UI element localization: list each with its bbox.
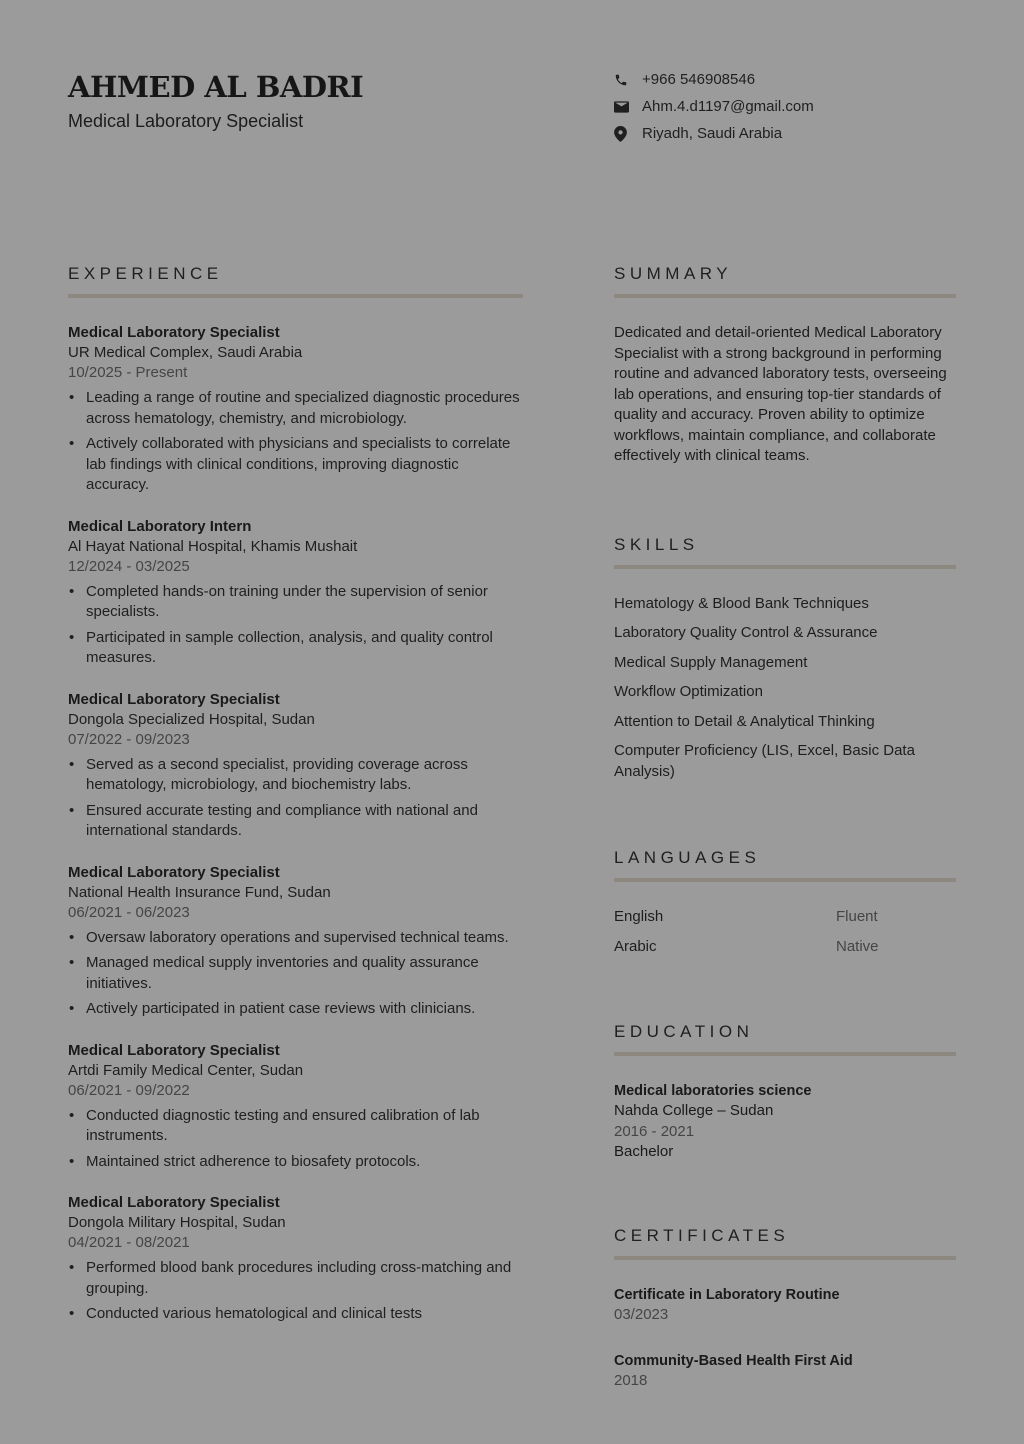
job-title: Medical Laboratory Specialist (68, 1041, 280, 1059)
job-bullet: • Leading a range of routine and specialized diagnostic procedures across hematology, chemistry, and microbiology. (68, 388, 523, 429)
job-organization: Artdi Family Medical Center, Sudan (68, 1061, 304, 1079)
certificates-heading: CERTIFICATES (614, 1224, 956, 1260)
location-text: Riyadh, Saudi Arabia (642, 125, 783, 142)
job-organization: Dongola Specialized Hospital, Sudan (68, 710, 315, 728)
language-row (614, 937, 956, 957)
job-date: 12/2024 - 03/2025 (68, 557, 190, 575)
contact-block (614, 66, 814, 147)
job-bullet: • Actively collaborated with physicians and specialists to correlate lab findings with clinical conditions, improving diagnostic accuracy. (68, 434, 523, 496)
job-bullet: • Served as a second specialist, providing coverage across hematology, microbiology, and biochemistry labs. (68, 755, 523, 796)
skills-heading: SKILLS (614, 533, 956, 569)
job-date: 04/2021 - 08/2021 (68, 1234, 190, 1251)
job-entry (68, 690, 523, 842)
contact-phone (614, 66, 814, 93)
job-organization: UR Medical Complex, Saudi Arabia (68, 344, 303, 361)
job-entry (68, 1193, 523, 1325)
candidate-role: Medical Laboratory Specialist (68, 111, 304, 131)
skill-item: Workflow Optimization (614, 683, 763, 700)
summary-text: Dedicated and detail-oriented Medical Laboratory Specialist with a strong background in performing routine and advanced laboratory tests, overseeing lab operations, and ensuring top-tier standards of quality and accuracy. Proven ability to optimize workflows, maintain compliance, and collaborate effectively with clinical teams. (614, 324, 947, 464)
language-level: Fluent (836, 908, 878, 925)
contact-email (614, 93, 814, 120)
skill-item: Computer Proficiency (LIS, Excel, Basic Data Analysis) (614, 742, 915, 780)
job-bullet: • Participated in sample collection, analysis, and quality control measures. (68, 628, 523, 669)
job-date: 10/2025 - Present (68, 364, 188, 381)
job-title: Medical Laboratory Specialist (68, 1194, 280, 1211)
languages-heading: LANGUAGES (614, 846, 956, 882)
skills-list (614, 594, 956, 783)
job-date: 07/2022 - 09/2023 (68, 730, 190, 748)
education-date: 2016 - 2021 (614, 1122, 695, 1140)
job-organization: National Health Insurance Fund, Sudan (68, 883, 331, 901)
education-school: Nahda College – Sudan (614, 1102, 774, 1119)
job-title: Medical Laboratory Specialist (68, 324, 280, 341)
language-name: English (614, 908, 664, 925)
job-bullet: • Oversaw laboratory operations and supervised technical teams. (68, 928, 523, 949)
certificate-title: Certificate in Laboratory Routine (614, 1286, 840, 1303)
education-heading: EDUCATION (614, 1020, 956, 1056)
certificate-title: Community-Based Health First Aid (614, 1352, 853, 1369)
experience-heading: EXPERIENCE (68, 262, 523, 298)
job-title: Medical Laboratory Specialist (68, 690, 280, 708)
job-entry (68, 863, 523, 1020)
job-title: Medical Laboratory Intern (68, 517, 252, 535)
education-level: Bachelor (614, 1143, 674, 1160)
job-bullet: • Conducted various hematological and clinical tests (68, 1304, 523, 1325)
skill-item: Attention to Detail & Analytical Thinking (614, 712, 875, 730)
right-column (614, 262, 956, 1417)
contact-location (614, 120, 814, 147)
languages-list (614, 907, 956, 957)
job-bullet: • Actively participated in patient case reviews with clinicians. (68, 999, 523, 1020)
phone-text: +966 546908546 (642, 71, 756, 88)
summary-heading: SUMMARY (614, 262, 956, 298)
language-name: Arabic (614, 938, 657, 955)
candidate-name: AHMED AL BADRI (68, 70, 364, 104)
job-date: 06/2021 - 06/2023 (68, 903, 190, 921)
skill-item: Hematology & Blood Bank Techniques (614, 594, 869, 612)
job-entry (68, 323, 523, 496)
certificate-entry (614, 1351, 956, 1392)
mail-icon (614, 101, 642, 113)
job-bullet: • Managed medical supply inventories and quality assurance initiatives. (68, 953, 523, 994)
education-degree: Medical laboratories science (614, 1083, 812, 1099)
email-text: Ahm.4.d1197@gmail.com (642, 98, 814, 115)
education-entry (614, 1081, 956, 1163)
certificate-entry (614, 1285, 956, 1326)
job-bullet: • Conducted diagnostic testing and ensured calibration of lab instruments. (68, 1106, 523, 1147)
left-column (68, 262, 523, 1346)
certificate-date: 03/2023 (614, 1306, 669, 1323)
phone-icon (614, 73, 642, 87)
job-entry (68, 517, 523, 669)
certificate-date: 2018 (614, 1372, 648, 1389)
language-level: Native (836, 938, 879, 955)
skill-item: Laboratory Quality Control & Assurance (614, 624, 878, 641)
location-icon (614, 126, 642, 142)
job-organization: Dongola Military Hospital, Sudan (68, 1214, 286, 1231)
job-bullet: • Maintained strict adherence to biosafety protocols. (68, 1152, 523, 1173)
job-title: Medical Laboratory Specialist (68, 863, 280, 881)
job-bullet: • Completed hands-on training under the supervision of senior specialists. (68, 582, 523, 623)
job-organization: Al Hayat National Hospital, Khamis Mushait (68, 537, 358, 555)
language-row (614, 907, 956, 927)
job-bullet: • Ensured accurate testing and compliance with national and international standards. (68, 801, 523, 842)
job-entry (68, 1041, 523, 1173)
skill-item: Medical Supply Management (614, 653, 808, 671)
job-bullet: • Performed blood bank procedures including cross-matching and grouping. (68, 1258, 523, 1299)
job-date: 06/2021 - 09/2022 (68, 1081, 190, 1099)
